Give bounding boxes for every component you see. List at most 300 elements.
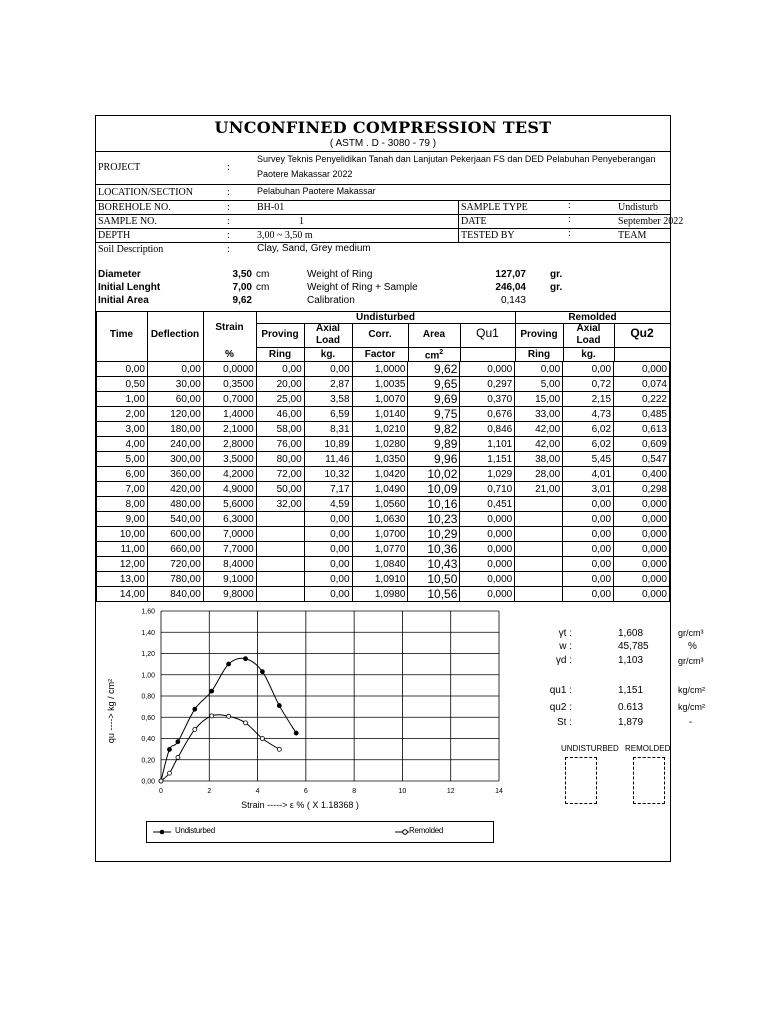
proving-header: Proving [261, 329, 299, 340]
table-cell: 9,1000 [203, 572, 256, 587]
w-value: 45,785 [618, 641, 649, 652]
table-cell: 7,17 [304, 482, 352, 497]
length-unit: cm [256, 282, 270, 293]
w-label: w : [559, 641, 572, 652]
table-cell: 1,0420 [352, 467, 408, 482]
table-cell: 1,0560 [352, 497, 408, 512]
table-cell: 9,89 [408, 437, 460, 452]
divider [96, 214, 670, 215]
table-cell: 5,00 [97, 452, 148, 467]
table-cell: 1,00 [97, 392, 148, 407]
depth-value: 3,00 ~ 3,50 m [257, 230, 313, 241]
table-cell: 1,4000 [203, 407, 256, 422]
table-cell: 10,36 [408, 542, 460, 557]
deflection-header: Deflection [150, 329, 200, 340]
table-header-line [670, 311, 671, 361]
y-tick-label: 0,40 [141, 736, 155, 743]
gamma-t-label: γt : [558, 628, 572, 639]
remolded-sample-label: REMOLDED [625, 744, 671, 753]
table-cell: 50,00 [256, 482, 304, 497]
table-cell: 0,00 [304, 587, 352, 602]
table-cell: 1,0910 [352, 572, 408, 587]
table-row [97, 587, 670, 602]
table-cell [515, 527, 563, 542]
data-point-remolded [227, 714, 231, 718]
table-cell: 0,547 [614, 452, 670, 467]
legend-label-remolded: Remolded [409, 826, 444, 835]
data-point-undisturbed [294, 731, 298, 735]
sample-no-label: SAMPLE NO. [98, 216, 157, 227]
table-row [97, 557, 670, 572]
table-cell: 480,00 [147, 497, 203, 512]
table-cell: 10,32 [304, 467, 352, 482]
table-cell: 12,00 [97, 557, 148, 572]
table-cell: 0,72 [563, 377, 614, 392]
undisturbed-sample-label: UNDISTURBED [561, 744, 619, 753]
location-label: LOCATION/SECTION [98, 187, 193, 198]
table-cell: 4,01 [563, 467, 614, 482]
table-row [97, 392, 670, 407]
table-cell: 8,31 [304, 422, 352, 437]
x-tick-label: 8 [352, 788, 357, 795]
diameter-label: Diameter [98, 269, 141, 280]
table-cell: 0,3500 [203, 377, 256, 392]
table-row [97, 362, 670, 377]
table-cell: 11,00 [97, 542, 148, 557]
gamma-d-label: γd : [555, 655, 572, 666]
ring-sample-unit: gr. [550, 282, 563, 293]
table-cell: 6,02 [563, 422, 614, 437]
table-cell: 0,000 [614, 527, 670, 542]
table-cell: 10,56 [408, 587, 460, 602]
area-unit-text: cm [424, 350, 440, 362]
table-cell: 7,0000 [203, 527, 256, 542]
colon: : [227, 202, 230, 213]
table-row [97, 497, 670, 512]
sample-type-label: SAMPLE TYPE [461, 202, 528, 213]
table-cell: 10,00 [97, 527, 148, 542]
date-value: September 2022 [618, 216, 684, 227]
legend-label-undisturbed: Undisturbed [175, 826, 215, 835]
soil-label: Soil Description [98, 244, 164, 255]
table-cell: 76,00 [256, 437, 304, 452]
table-cell: 72,00 [256, 467, 304, 482]
qu1-unit: kg/cm² [678, 685, 705, 695]
ring-weight-unit: gr. [550, 269, 563, 280]
table-cell [256, 557, 304, 572]
table-cell: 0,400 [614, 467, 670, 482]
table-cell: 0,00 [563, 587, 614, 602]
table-row [97, 527, 670, 542]
table-row [97, 512, 670, 527]
table-cell: 15,00 [515, 392, 563, 407]
table-cell: 0,000 [614, 587, 670, 602]
table-cell: 1,0770 [352, 542, 408, 557]
calibration-value: 0,143 [500, 295, 526, 306]
ring-sample-label: Weight of Ring + Sample [307, 282, 418, 293]
data-point-undisturbed [193, 707, 197, 711]
table-cell: 10,43 [408, 557, 460, 572]
x-tick-label: 12 [446, 788, 455, 795]
table-cell: 9,75 [408, 407, 460, 422]
test-sheet [95, 115, 705, 862]
table-header-line [256, 347, 670, 348]
table-cell: 5,00 [515, 377, 563, 392]
colon: : [227, 244, 230, 255]
calibration-label: Calibration [307, 295, 355, 306]
table-cell: 0,609 [614, 437, 670, 452]
area-value: 9,62 [232, 295, 252, 306]
length-value: 7,00 [232, 282, 252, 293]
table-cell: 0,370 [460, 392, 515, 407]
remolded-header: Remolded [568, 312, 617, 323]
table-cell: 1,0490 [352, 482, 408, 497]
table-cell: 4,73 [563, 407, 614, 422]
table-cell: 6,02 [563, 437, 614, 452]
table-cell: 10,02 [408, 467, 460, 482]
gamma-d-unit: gr/cm³ [678, 656, 704, 666]
qu1-label: qu1 : [549, 685, 572, 696]
table-cell: 25,00 [256, 392, 304, 407]
table-cell: 32,00 [256, 497, 304, 512]
ring-weight-label: Weight of Ring [307, 269, 373, 280]
table-cell: 0,00 [147, 362, 203, 377]
table-cell: 3,58 [304, 392, 352, 407]
table-cell: 33,00 [515, 407, 563, 422]
diameter-value: 3,50 [232, 269, 252, 280]
factor-unit: Factor [364, 349, 396, 360]
table-cell [515, 542, 563, 557]
area-unit-sup: 2 [439, 349, 444, 356]
table-cell: 0,222 [614, 392, 670, 407]
table-cell: 0,000 [460, 587, 515, 602]
table-cell: 0,297 [460, 377, 515, 392]
series-line-undisturbed [161, 658, 296, 781]
table-cell: 13,00 [97, 572, 148, 587]
table-cell: 0,000 [460, 572, 515, 587]
location-value: Pelabuhan Paotere Makassar [257, 186, 376, 196]
table-cell: 9,00 [97, 512, 148, 527]
x-tick-label: 14 [495, 788, 503, 795]
table-row [97, 467, 670, 482]
table-row [97, 422, 670, 437]
y-tick-label: 0,80 [141, 693, 155, 701]
table-cell: 1,0700 [352, 527, 408, 542]
table-cell: 9,8000 [203, 587, 256, 602]
table-cell: 0,00 [304, 527, 352, 542]
date-label: DATE [461, 216, 487, 227]
undisturbed-header: Undisturbed [356, 312, 415, 323]
remolded-sample-sketch [633, 757, 665, 804]
x-axis-label: Strain -----> ε % ( X 1.18368 ) [241, 800, 359, 810]
table-cell: 0,00 [563, 542, 614, 557]
table-row [97, 572, 670, 587]
table-cell: 0,000 [614, 362, 670, 377]
table-cell [256, 542, 304, 557]
y-tick-label: 1,00 [141, 672, 155, 680]
table-cell: 3,00 [97, 422, 148, 437]
area-header: Area [422, 329, 446, 340]
table-cell: 9,65 [408, 377, 460, 392]
area-label: Initial Area [98, 295, 149, 306]
gamma-t-value: 1,608 [618, 628, 644, 639]
table-cell: 5,6000 [203, 497, 256, 512]
table-cell: 3,01 [563, 482, 614, 497]
table-cell: 780,00 [147, 572, 203, 587]
qu2-value: 0.613 [618, 702, 644, 713]
table-cell: 10,89 [304, 437, 352, 452]
table-cell: 0,485 [614, 407, 670, 422]
table-cell: 720,00 [147, 557, 203, 572]
kg-remolded-unit: kg. [581, 349, 596, 360]
table-cell: 0,000 [614, 542, 670, 557]
length-label: Initial Lenght [98, 282, 161, 293]
series-line-remolded [161, 715, 279, 781]
y-tick-label: 1,20 [141, 651, 155, 658]
x-tick-label: 4 [255, 788, 260, 795]
y-tick-label: 0,00 [141, 778, 155, 786]
table-cell: 5,45 [563, 452, 614, 467]
table-cell: 0,00 [256, 362, 304, 377]
kg-unit: kg. [320, 349, 336, 360]
table-cell [515, 557, 563, 572]
table-cell: 1,0000 [352, 362, 408, 377]
area-unit [408, 347, 460, 361]
table-cell: 0,000 [460, 527, 515, 542]
ring-sample-value: 246,04 [495, 282, 526, 293]
table-cell: 0,000 [614, 497, 670, 512]
table-row [97, 482, 670, 497]
data-point-undisturbed [210, 689, 214, 693]
table-cell: 10,23 [408, 512, 460, 527]
table-cell: 3,5000 [203, 452, 256, 467]
st-value: 1,879 [618, 717, 644, 728]
gamma-t-unit: gr/cm³ [678, 628, 704, 638]
table-cell: 80,00 [256, 452, 304, 467]
table-cell: 9,69 [408, 392, 460, 407]
table-cell: 6,59 [304, 407, 352, 422]
axial-remolded-header: Axial [576, 323, 601, 334]
table-cell: 4,59 [304, 497, 352, 512]
table-cell: 4,00 [97, 437, 148, 452]
colon: : [227, 187, 230, 198]
table-row [97, 452, 670, 467]
data-point-remolded [167, 771, 171, 775]
divider [96, 242, 670, 243]
strain-header: Strain [215, 322, 244, 333]
table-cell: 38,00 [515, 452, 563, 467]
diameter-unit: cm [256, 269, 270, 280]
divider [96, 184, 670, 185]
table-cell: 0,00 [304, 557, 352, 572]
table-cell [256, 512, 304, 527]
table-cell: 1,0350 [352, 452, 408, 467]
table-cell: 0,000 [614, 572, 670, 587]
table-cell: 0,676 [460, 407, 515, 422]
load-remolded-header: Load [576, 335, 601, 346]
table-cell: 0,00 [563, 527, 614, 542]
table-cell: 1,0630 [352, 512, 408, 527]
strain-unit: % [225, 349, 234, 360]
divider [96, 228, 670, 229]
table-cell: 0,00 [304, 512, 352, 527]
table-cell: 0,7000 [203, 392, 256, 407]
table-cell: 0,00 [97, 362, 148, 377]
table-cell: 0,00 [563, 497, 614, 512]
divider [458, 200, 459, 242]
data-point-undisturbed [176, 740, 180, 744]
table-cell: 0,710 [460, 482, 515, 497]
table-cell: 30,00 [147, 377, 203, 392]
qu1-value: 1,151 [618, 685, 644, 696]
data-point-remolded [260, 737, 264, 741]
table-cell: 9,82 [408, 422, 460, 437]
table-cell: 0,00 [304, 362, 352, 377]
colon: : [227, 216, 230, 227]
data-point-remolded [277, 747, 281, 751]
chart-legend [146, 821, 494, 843]
table-row [97, 377, 670, 392]
data-point-remolded [176, 755, 180, 759]
project-value-line2: Paotere Makassar 2022 [257, 169, 353, 179]
table-cell: 1,0035 [352, 377, 408, 392]
table-cell: 0,000 [460, 512, 515, 527]
data-point-remolded [210, 714, 214, 718]
tested-by-label: TESTED BY [461, 230, 515, 241]
table-cell [256, 527, 304, 542]
data-point-undisturbed [244, 657, 248, 661]
undisturbed-sample-sketch [565, 757, 597, 804]
gamma-d-value: 1,103 [618, 655, 644, 666]
table-cell: 0,0000 [203, 362, 256, 377]
colon: : [227, 162, 230, 173]
table-row [97, 437, 670, 452]
colon: : [568, 228, 571, 239]
data-point-undisturbed [227, 662, 231, 666]
colon: : [227, 230, 230, 241]
table-cell: 10,09 [408, 482, 460, 497]
table-cell: 0,074 [614, 377, 670, 392]
table-cell: 0,000 [460, 557, 515, 572]
table-cell: 4,9000 [203, 482, 256, 497]
table-cell [256, 572, 304, 587]
data-point-undisturbed [260, 670, 264, 674]
table-cell: 0,00 [515, 362, 563, 377]
y-tick-label: 1,40 [141, 629, 155, 637]
borehole-value: BH-01 [257, 202, 285, 213]
table-cell: 1,0140 [352, 407, 408, 422]
data-point-undisturbed [167, 747, 171, 751]
w-unit: % [688, 641, 697, 652]
table-cell: 360,00 [147, 467, 203, 482]
ring-remolded-unit: Ring [527, 349, 551, 360]
depth-label: DEPTH [98, 230, 131, 241]
y-tick-label: 0,20 [141, 757, 155, 765]
axial-header: Axial [316, 323, 340, 334]
time-header: Time [109, 329, 134, 340]
table-cell: 1,0840 [352, 557, 408, 572]
st-label: St : [556, 717, 572, 728]
tested-by-value: TEAM [618, 230, 647, 241]
table-cell: 0,613 [614, 422, 670, 437]
qu2-label: qu2 : [549, 702, 572, 713]
table-cell: 0,298 [614, 482, 670, 497]
table-cell: 600,00 [147, 527, 203, 542]
table-cell: 58,00 [256, 422, 304, 437]
table-cell: 42,00 [515, 422, 563, 437]
table-cell: 540,00 [147, 512, 203, 527]
page-title: UNCONFINED COMPRESSION TEST [214, 118, 552, 137]
table-cell: 0,000 [614, 512, 670, 527]
table-cell: 6,00 [97, 467, 148, 482]
table-cell: 10,16 [408, 497, 460, 512]
corr-header: Corr. [368, 329, 392, 340]
table-cell: 11,46 [304, 452, 352, 467]
table-cell: 300,00 [147, 452, 203, 467]
table-cell: 1,151 [460, 452, 515, 467]
table-cell: 6,3000 [203, 512, 256, 527]
y-tick-label: 0,60 [141, 714, 155, 722]
table-cell: 0,000 [460, 542, 515, 557]
qu2-header: Qu2 [630, 326, 654, 340]
table-cell: 1,0070 [352, 392, 408, 407]
table-cell: 4,2000 [203, 467, 256, 482]
table-cell: 120,00 [147, 407, 203, 422]
divider [96, 151, 670, 152]
table-cell: 0,451 [460, 497, 515, 512]
table-cell: 60,00 [147, 392, 203, 407]
table-cell [515, 512, 563, 527]
table-cell: 9,96 [408, 452, 460, 467]
proving-remolded-header: Proving [520, 329, 558, 340]
table-cell: 8,4000 [203, 557, 256, 572]
x-tick-label: 0 [159, 788, 163, 795]
table-cell: 0,00 [563, 512, 614, 527]
table-cell: 2,87 [304, 377, 352, 392]
table-cell: 1,0980 [352, 587, 408, 602]
table-cell: 21,00 [515, 482, 563, 497]
colon: : [568, 200, 571, 211]
table-cell: 46,00 [256, 407, 304, 422]
y-tick-label: 1,60 [141, 608, 155, 616]
data-point-remolded [159, 779, 163, 783]
table-cell: 2,1000 [203, 422, 256, 437]
x-tick-label: 10 [398, 788, 407, 795]
table-cell: 7,7000 [203, 542, 256, 557]
ring-unit: Ring [268, 349, 292, 360]
x-tick-label: 2 [207, 788, 212, 795]
ring-weight-value: 127,07 [495, 269, 526, 280]
table-cell: 7,00 [97, 482, 148, 497]
table-cell: 0,846 [460, 422, 515, 437]
table-cell: 10,50 [408, 572, 460, 587]
standard-reference: ( ASTM . D - 3080 - 79 ) [329, 138, 437, 149]
table-cell: 9,62 [408, 362, 460, 377]
table-cell: 1,101 [460, 437, 515, 452]
table-cell [515, 587, 563, 602]
qu2-unit: kg/cm² [678, 702, 705, 712]
legend-marker-undisturbed [160, 830, 165, 835]
data-point-remolded [244, 721, 248, 725]
table-cell: 10,29 [408, 527, 460, 542]
table-cell: 180,00 [147, 422, 203, 437]
table-cell: 240,00 [147, 437, 203, 452]
table-cell: 0,000 [614, 557, 670, 572]
table-cell: 1,0280 [352, 437, 408, 452]
st-unit: - [689, 717, 693, 728]
table-cell: 660,00 [147, 542, 203, 557]
table-cell: 0,000 [460, 362, 515, 377]
